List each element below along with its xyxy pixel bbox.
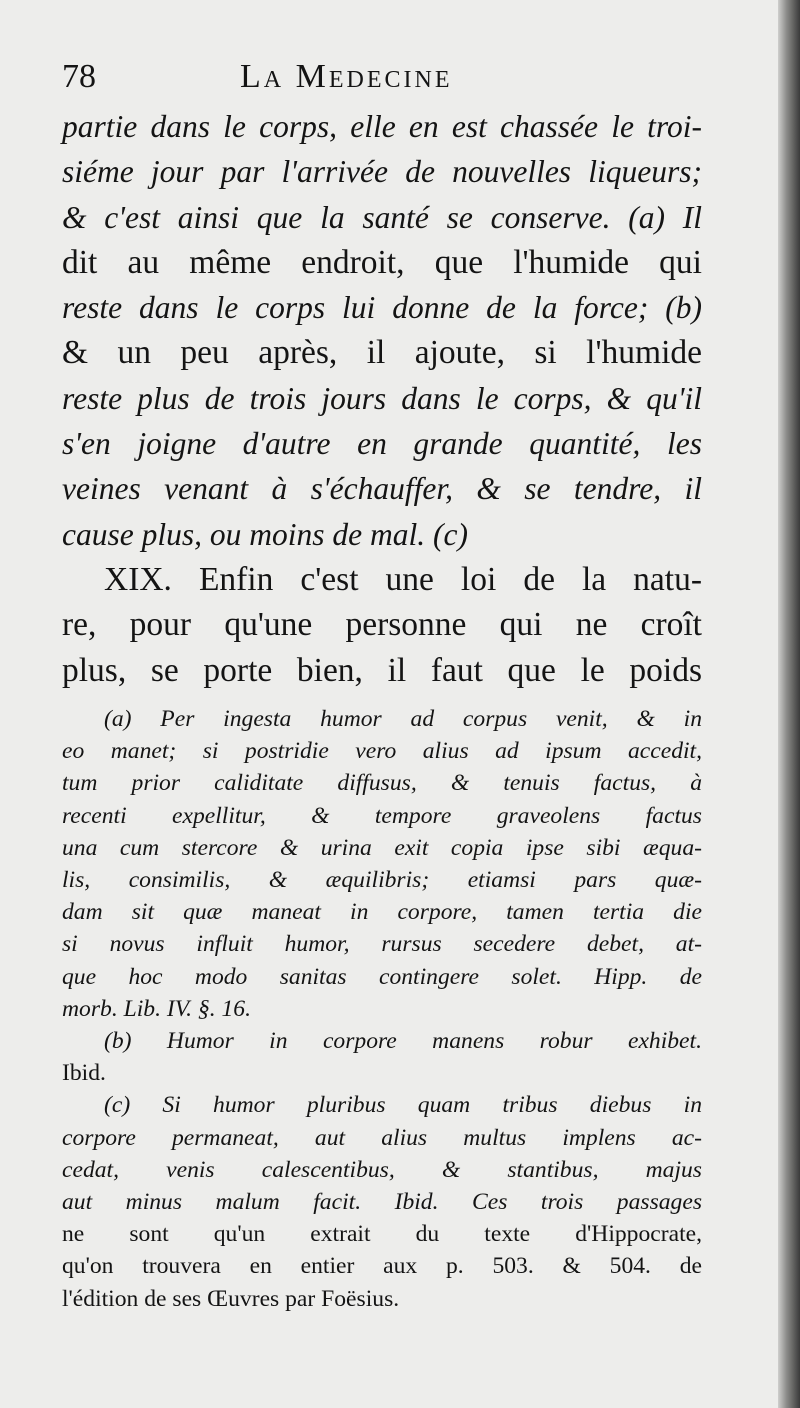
footnote-line: ne sont qu'un extrait du texte d'Hippocrate, <box>62 1221 702 1248</box>
footnote-line: corpore permaneat, aut alius multus implens ac- <box>62 1124 702 1151</box>
footnote-line: (b) Humor in corpore manens robur exhibet. <box>104 1028 702 1055</box>
footnote-line: una cum stercore & urina exit copia ipse sibi æqua- <box>62 834 702 861</box>
page-number: 78 <box>62 58 96 95</box>
body-line: veines venant à s'échauffer, & se tendre, il <box>62 471 702 507</box>
footnote-line: dam sit quæ maneat in corpore, tamen tertia die <box>62 899 702 926</box>
footnote-c <box>62 1089 702 1314</box>
footnotes <box>62 703 702 1315</box>
footnote-line: que hoc modo sanitas contingere solet. Hipp. de <box>62 963 702 990</box>
body-line: re, pour qu'une personne qui ne croît <box>62 606 702 644</box>
footnote-b <box>62 1025 702 1089</box>
body-line: & c'est ainsi que la santé se conserve. (a) Il <box>62 199 702 235</box>
footnote-line: (a) Per ingesta humor ad corpus venit, & in <box>104 706 702 732</box>
footnote-line: si novus influit humor, rursus secedere debet, at- <box>62 931 702 958</box>
body-line: cause plus, ou moins de mal. (c) <box>62 516 468 552</box>
body-line: dit au même endroit, que l'humide qui <box>62 243 702 281</box>
footnote-line: lis, consimilis, & æquilibris; etiamsi pars quæ- <box>62 867 702 894</box>
page-edge-shadow <box>778 0 800 1408</box>
body-line: & un peu après, il ajoute, si l'humide <box>62 334 702 372</box>
body-line: partie dans le corps, elle en est chassée le troi- <box>62 109 702 144</box>
main-text <box>62 104 702 693</box>
body-line: reste plus de trois jours dans le corps, & qu'il <box>62 380 702 416</box>
footnote-line: qu'on trouvera en entier aux p. 503. & 504. de <box>62 1253 702 1280</box>
footnote-a <box>62 703 702 1025</box>
body-line: plus, se porte bien, il faut que le poids <box>62 651 702 689</box>
footnote-line: recenti expellitur, & tempore graveolens factus <box>62 802 702 829</box>
body-line: siéme jour par l'arrivée de nouvelles liqueurs; <box>62 154 702 190</box>
footnote-line: cedat, venis calescentibus, & stantibus, majus <box>62 1156 702 1183</box>
body-line: s'en joigne d'autre en grande quantité, les <box>62 426 702 462</box>
footnote-line: aut minus malum facit. Ibid. Ces trois passages <box>62 1189 702 1216</box>
footnote-line: eo manet; si postridie vero alius ad ipsum accedit, <box>62 738 702 765</box>
footnote-line: l'édition de ses Œuvres par Foësius. <box>62 1285 400 1312</box>
footnote-line: morb. Lib. IV. §. 16. <box>62 995 251 1022</box>
body-line: reste dans le corps lui donne de la force; (b) <box>62 290 702 326</box>
page-header <box>62 58 702 102</box>
footnote-line: Ibid. <box>62 1060 106 1087</box>
running-title: La Medecine <box>240 58 453 95</box>
section-start-line: XIX. Enfin c'est une loi de la natu- <box>104 560 702 598</box>
footnote-line: (c) Si humor pluribus quam tribus diebus in <box>104 1092 702 1119</box>
footnote-line: tum prior caliditate diffusus, & tenuis factus, à <box>62 770 702 797</box>
